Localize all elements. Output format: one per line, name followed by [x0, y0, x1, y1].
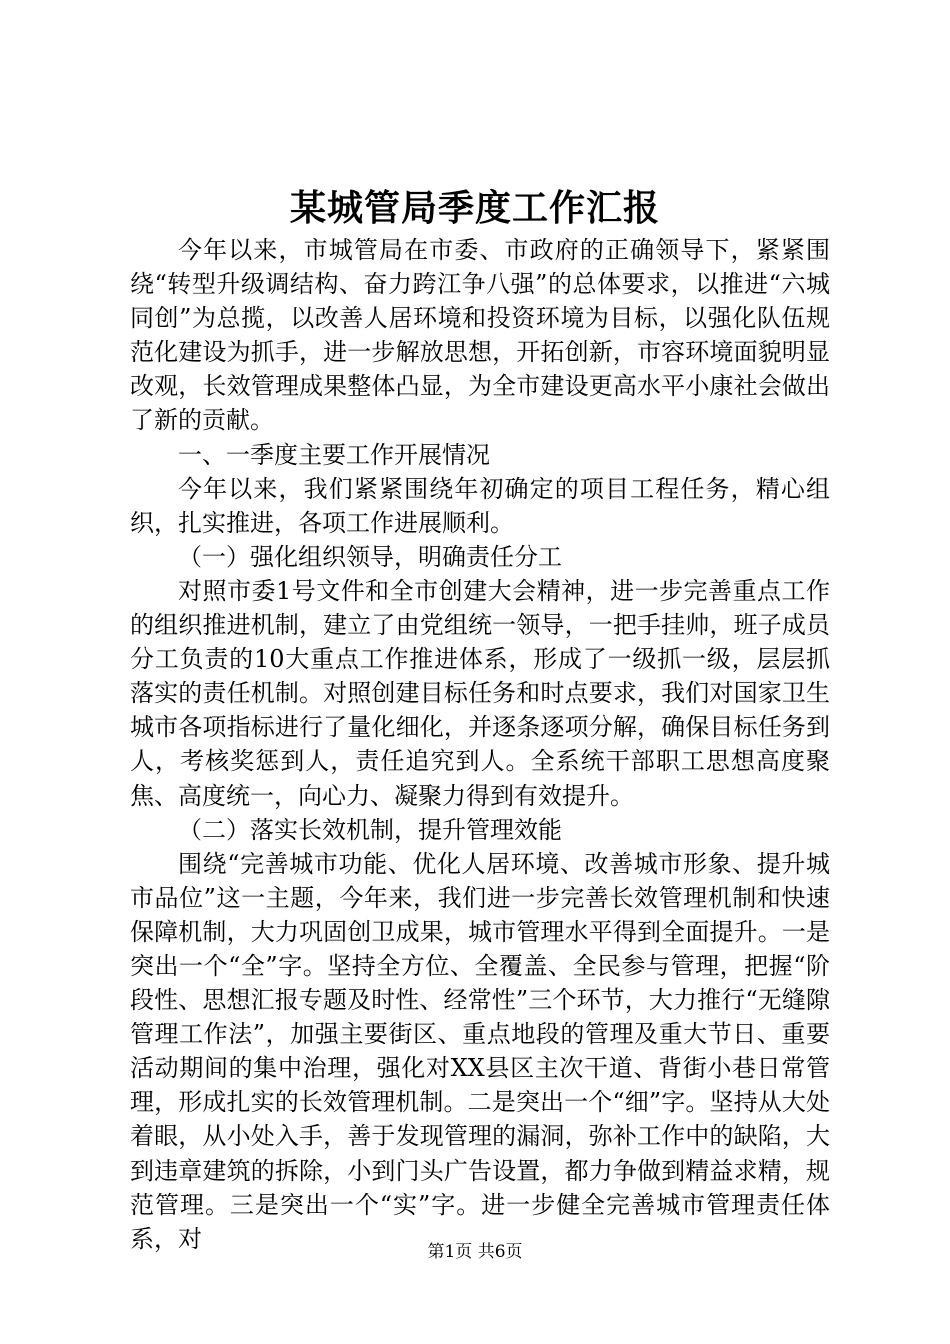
- subsection-heading-1: （一）强化组织领导，明确责任分工: [178, 542, 562, 571]
- subsection-heading-2: （二）落实长效机制，提升管理效能: [178, 815, 562, 844]
- document-title: 某城管局季度工作汇报: [289, 187, 660, 229]
- document-body: [130, 233, 830, 1256]
- section-heading-1: 一、一季度主要工作开展情况: [178, 440, 490, 469]
- paragraph-intro: 今年以来，市城管局在市委、市政府的正确领导下，紧紧围绕“转型升级调结构、奋力跨江争八强”的总体要求，以推进“六城同创”为总揽，以改善人居环境和投资环境为目标，以强化队伍规范化建设为抓手，进一步解放思想，开拓创新，市容环境面貌明显改观，长效管理成果整体凸显，为全市建设更高水平小康社会做出了新的贡献。: [130, 236, 830, 435]
- page-footer: 第1页 共6页: [427, 1242, 523, 1262]
- paragraph-mechanism: 围绕“完善城市功能、优化人居环境、改善城市形象、提升城市品位”这一主题，今年来，我们进一步完善长效管理机制和快速保障机制，大力巩固创卫成果，城市管理水平得到全面提升。一是突出一个“全”字。坚持全方位、全覆盖、全民参与管理，把握“阶段性、思想汇报专题及时性、经常性”三个环节，大力推行“无缝隙管理工作法”，加强主要街区、重点地段的管理及重大节日、重要活动期间的集中治理，强化对XX县区主次干道、背街小巷日常管理，形成扎实的长效管理机制。二是突出一个“细”字。坚持从大处着眼，从小处入手，善于发现管理的漏洞，弥补工作中的缺陷，大到违章建筑的拆除，小到门头广告设置，都力争做到精益求精，规范管理。三是突出一个“实”字。进一步健全完善城市管理责任体系，对: [130, 849, 830, 1253]
- paragraph-summary: 今年以来，我们紧紧围绕年初确定的项目工程任务，精心组织，扎实推进，各项工作进展顺利。: [130, 474, 830, 537]
- paragraph-organization: 对照市委1号文件和全市创建大会精神，进一步完善重点工作的组织推进机制，建立了由党组统一领导，一把手挂帅，班子成员分工负责的10大重点工作推进体系，形成了一级抓一级，层层抓落实的责任机制。对照创建目标任务和时点要求，我们对国家卫生城市各项指标进行了量化细化，并逐条逐项分解，确保目标任务到人，考核奖惩到人，责任追究到人。全系统干部职工思想高度聚焦、高度统一，向心力、凝聚力得到有效提升。: [130, 576, 830, 810]
